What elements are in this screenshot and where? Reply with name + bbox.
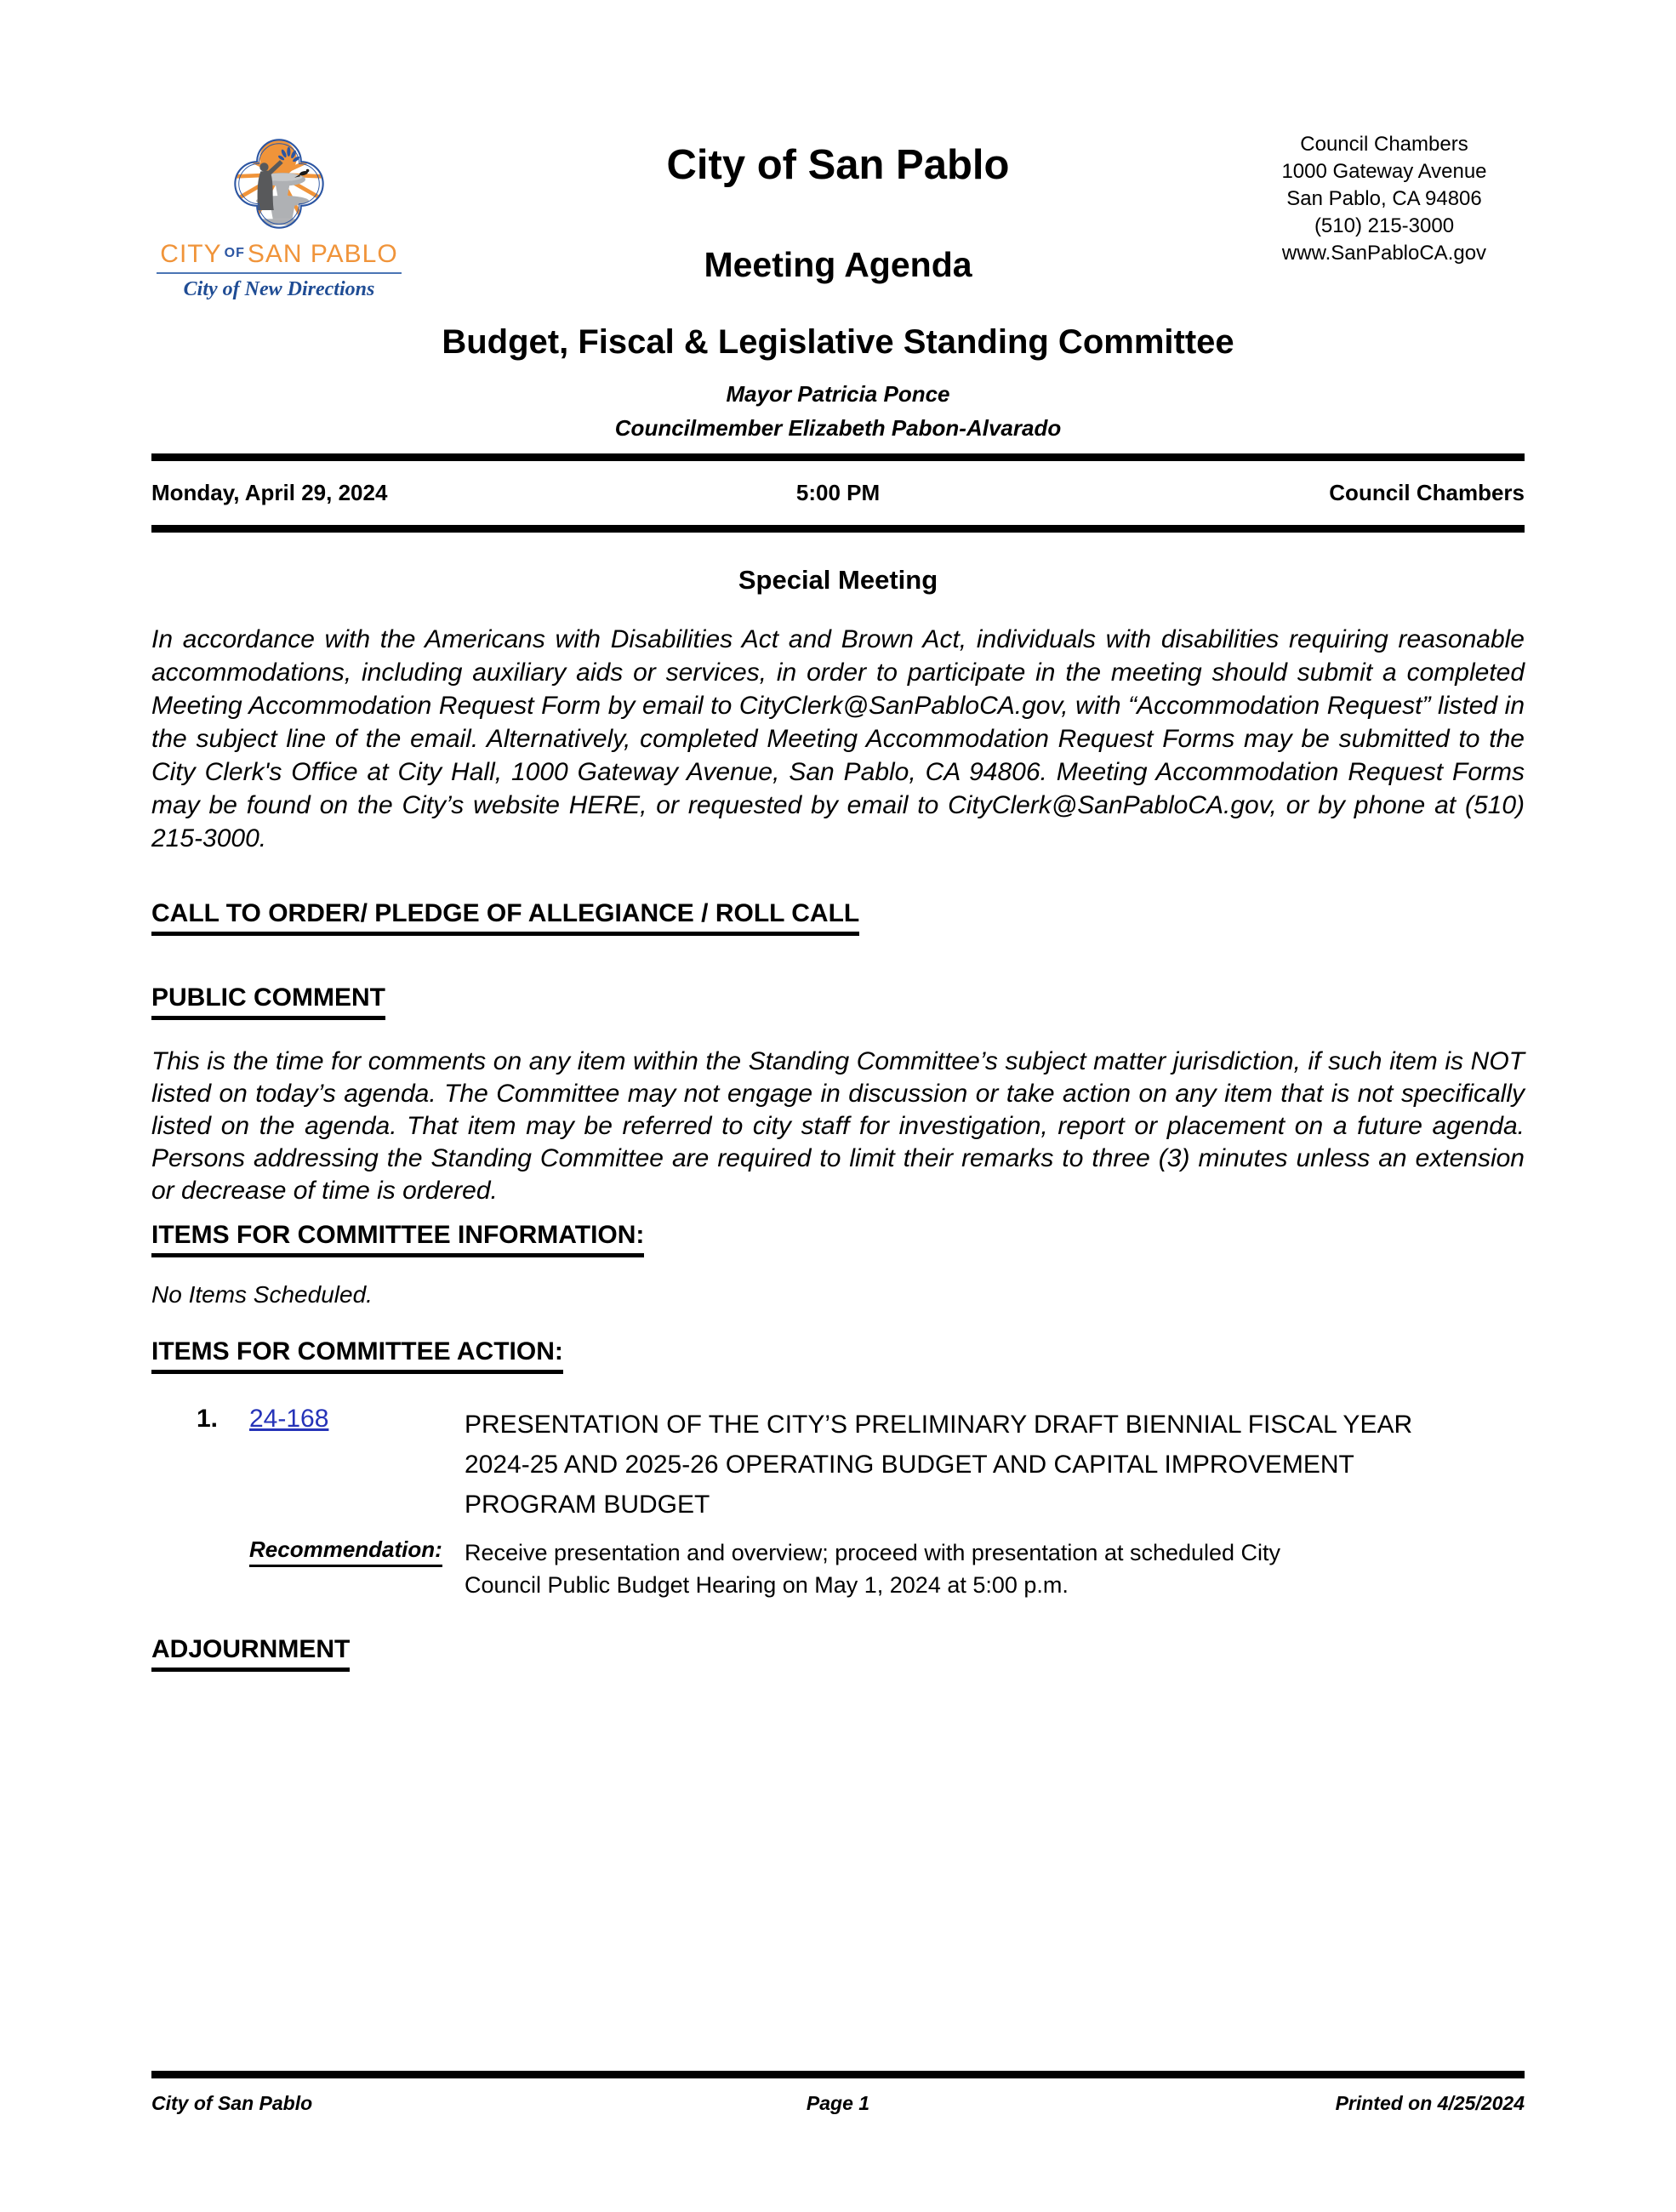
recommendation-label: Recommendation: [249, 1536, 442, 1567]
logo-wordmark [151, 240, 407, 269]
logo-word-of: OF [224, 246, 245, 260]
committee-title: Budget, Fiscal & Legislative Standing Committee [442, 323, 1234, 361]
document-type-title: Meeting Agenda [704, 245, 972, 284]
agenda-item-row [197, 1405, 1525, 1525]
agenda-item-title: PRESENTATION OF THE CITY’S PRELIMINARY DRAFT BIENNIAL FISCAL YEAR 2024-25 AND 2025-26 OPERATING BUDGET AND CAPITAL IMPROVEMENT PROGRAM BUDGET [465, 1411, 1413, 1519]
logo-word-city: CITY [160, 240, 222, 268]
section-items-information [151, 1221, 1525, 1257]
document-header [151, 0, 1525, 301]
footer-print-date: Printed on 4/25/2024 [1335, 2092, 1525, 2114]
section-heading: ADJOURNMENT [151, 1635, 350, 1672]
contact-line: Council Chambers [1300, 133, 1468, 156]
horizontal-rule [151, 453, 1525, 461]
horizontal-rule [151, 525, 1525, 533]
contact-line: San Pablo, CA 94806 [1286, 187, 1482, 210]
section-public-comment [151, 983, 1525, 1020]
section-adjournment [151, 1635, 1525, 1672]
meeting-location: Council Chambers [1329, 480, 1525, 505]
member-line: Councilmember Elizabeth Pabon-Alvarado [614, 415, 1062, 441]
section-call-to-order [151, 899, 1525, 936]
logo-tagline: City of New Directions [183, 278, 375, 300]
section-heading: CALL TO ORDER/ PLEDGE OF ALLEGIANCE / ROLL CALL [151, 899, 859, 936]
contact-line: (510) 215-3000 [1314, 214, 1455, 237]
no-items-text: No Items Scheduled. [151, 1281, 373, 1308]
contact-block [1244, 126, 1525, 267]
contact-line: 1000 Gateway Avenue [1281, 160, 1487, 183]
page-footer [151, 2071, 1525, 2115]
meeting-info-row [151, 461, 1525, 525]
accessibility-notice: In accordance with the Americans with Disabilities Act and Brown Act, individuals with disabilities requiring reasonable accommodations, including auxiliary aids or services, in order to participate in the meeting should submit a completed Meeting Accommodation Request Form by email to CityClerk@SanPabloCA.gov, with “Accommodation Request” listed in the subject line of the email. Alternatively, completed Meeting Accommodation Request Forms may be submitted to the City Clerk's Office at City Hall, 1000 Gateway Avenue, San Pablo, CA 94806. Meeting Accommodation Request Forms may be found on the City’s website HERE, or requested by email to CityClerk@SanPabloCA.gov, or by phone at (510) 215-3000. [151, 625, 1525, 852]
footer-rule [151, 2071, 1525, 2078]
meeting-date: Monday, April 29, 2024 [151, 480, 388, 505]
city-seal-logo [151, 126, 407, 301]
footer-page-number: Page 1 [806, 2092, 870, 2114]
footer-city-name: City of San Pablo [151, 2092, 313, 2114]
public-comment-text: This is the time for comments on any item within the Standing Committee’s subject matter jurisdiction, if such item is NOT listed on today’s agenda. The Committee may not engage in discussion or take action on any item that is not specifically listed on the agenda. That item may be referred to city staff for investigation, report or placement on a future agenda. Persons addressing the Standing Committee are required to limit their remarks to three (3) minutes unless an extension or decrease of time is ordered. [151, 1047, 1525, 1205]
section-heading: ITEMS FOR COMMITTEE ACTION: [151, 1337, 563, 1374]
committee-members [151, 377, 1525, 445]
meeting-type-label: Special Meeting [738, 565, 938, 595]
section-heading: PUBLIC COMMENT [151, 983, 385, 1020]
section-items-action [151, 1337, 1525, 1374]
page-title: City of San Pablo [666, 142, 1010, 188]
san-pablo-fountain-emblem-icon [226, 133, 332, 235]
logo-word-san-pablo: SAN PABLO [247, 240, 398, 268]
recommendation-row [197, 1536, 1525, 1601]
section-heading: ITEMS FOR COMMITTEE INFORMATION: [151, 1221, 644, 1257]
meeting-time: 5:00 PM [795, 480, 881, 505]
logo-divider [157, 272, 402, 274]
agenda-item-number: 1. [197, 1405, 219, 1433]
member-line: Mayor Patricia Ponce [726, 381, 950, 407]
recommendation-text: Receive presentation and overview; proceed with presentation at scheduled City Council Public Budget Hearing on May 1, 2024 at 5:00 p.m. [465, 1540, 1281, 1598]
contact-line: www.SanPabloCA.gov [1281, 242, 1487, 265]
agenda-item-file-link[interactable]: 24-168 [249, 1405, 329, 1433]
